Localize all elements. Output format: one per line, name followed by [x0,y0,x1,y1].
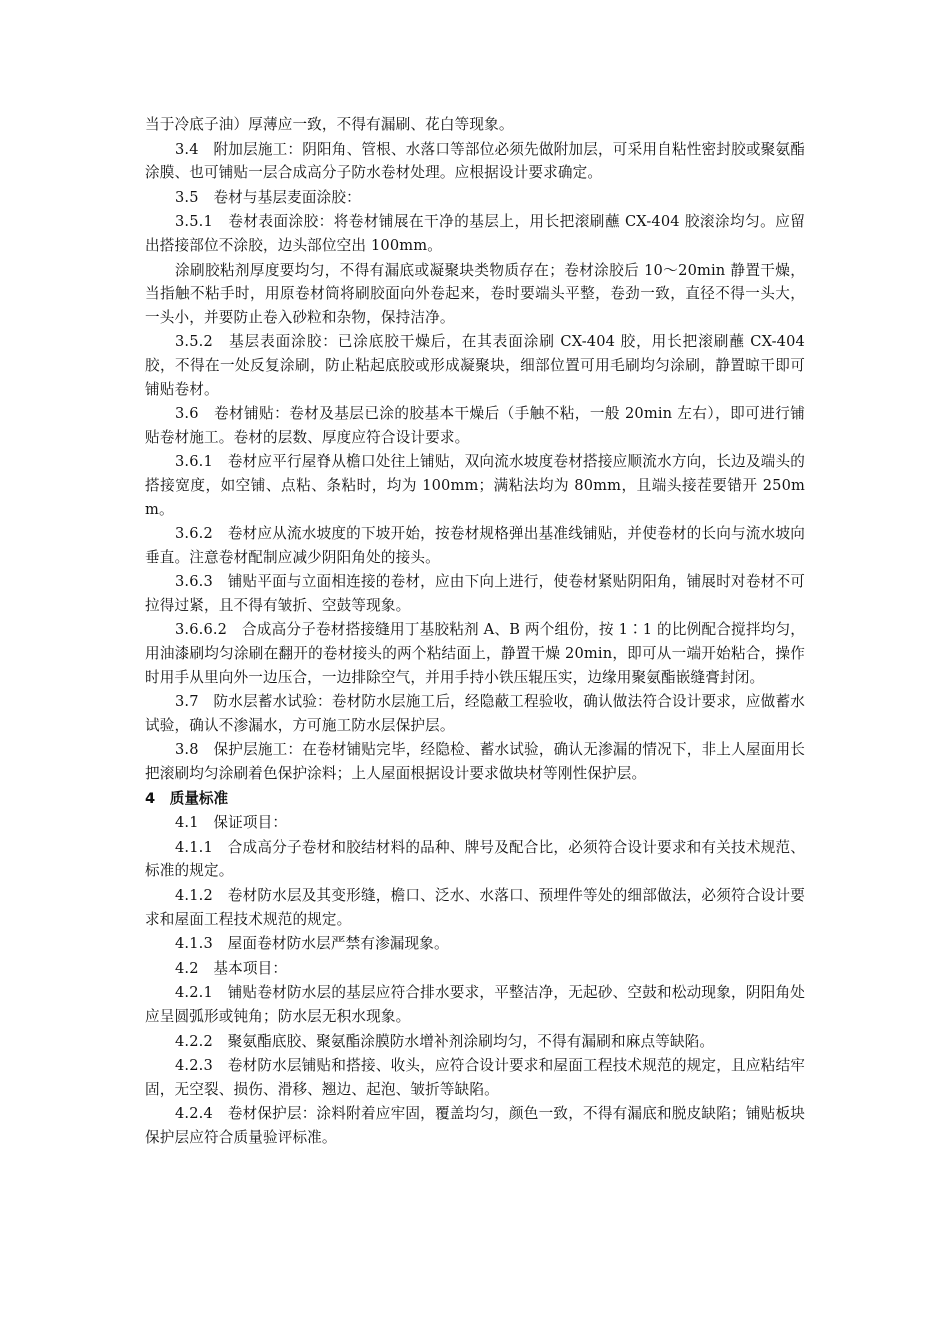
body-paragraph: 4.2.2 聚氨酯底胶、聚氨酯涂膜防水增补剂涂刷均匀，不得有漏刷和麻点等缺陷。 [175,1032,715,1050]
body-paragraph: 4.2 基本项目： [175,959,288,977]
body-paragraph: 4.1.3 屋面卷材防水层严禁有渗漏现象。 [175,935,449,953]
body-paragraph: 3.6.3 铺贴平面与立面相连接的卷材，应由下向上进行，使卷材紧贴阴阳角，铺展时对卷材不可拉得过紧，且不得有皱折、空鼓等现象。 [145,573,805,614]
document-page [145,113,805,1151]
body-paragraph: 3.6 卷材铺贴：卷材及基层已涂的胶基本干燥后（手触不粘，一般 20min 左右），即可进行铺贴卷材施工。卷材的层数、厚度应符合设计要求。 [145,405,805,446]
body-paragraph: 4.1.1 合成高分子卷材和胶结材料的品种、牌号及配合比，必须符合设计要求和有关技术规范、标准的规定。 [145,838,805,880]
body-paragraph: 3.6.2 卷材应从流水坡度的下坡开始，按卷材规格弹出基准线铺贴，并使卷材的长向与流水坡向垂直。注意卷材配制应减少阴阳角处的接头。 [145,525,805,566]
body-paragraph: 4.2.1 铺贴卷材防水层的基层应符合排水要求，平整洁净，无起砂、空鼓和松动现象，阴阳角处应呈圆弧形或钝角；防水层无积水现象。 [145,984,805,1025]
body-paragraph: 3.8 保护层施工：在卷材铺贴完毕，经隐检、蓄水试验，确认无渗漏的情况下，非上人屋面用长把滚刷均匀涂刷着色保护涂料；上人屋面根据设计要求做块材等刚性保护层。 [145,741,805,783]
body-paragraph: 3.5 卷材与基层麦面涂胶： [175,188,361,206]
body-paragraph: 4.2.4 卷材保护层：涂料附着应牢固，覆盖均匀，颜色一致，不得有漏底和脱皮缺陷；铺贴板块保护层应符合质量验评标准。 [145,1105,805,1146]
body-paragraph: 4.2.3 卷材防水层铺贴和搭接、收头，应符合设计要求和屋面工程技术规范的规定，且应粘结牢固，无空裂、损伤、滑移、翘边、起泡、皱折等缺陷。 [145,1057,805,1098]
body-paragraph: 4.1 保证项目： [175,814,288,832]
body-paragraph: 3.4 附加层施工：阴阳角、管根、水落口等部位必须先做附加层，可采用自粘性密封胶或聚氨酯涂膜、也可铺贴一层合成高分子防水卷材处理。应根据设计要求确定。 [145,140,805,182]
body-paragraph: 3.6.6.2 合成高分子卷材搭接缝用丁基胶粘剂 A、B 两个组份，按 1∶1 的比例配合搅拌均匀，用油漆刷均匀涂刷在翻开的卷材接头的两个粘结面上，静置干燥 20min，即可从一端开始粘合，操作时用手从里向外一边压合，一边排除空气，并用手持小铁压辊压实，边缘用聚氨酯嵌缝膏封闭。 [145,621,805,686]
body-paragraph: 涂刷胶粘剂厚度要均匀，不得有漏底或凝聚块类物质存在；卷材涂胶后 10～20min 静置干燥，当指触不粘手时，用原卷材筒将刷胶面向外卷起来，卷时要端头平整，卷劲一致，直径不得一头大，一头小，并要防止卷入砂粒和杂物，保持洁净。 [145,261,805,326]
body-paragraph: 4.1.2 卷材防水层及其变形缝，檐口、泛水、水落口、预埋件等处的细部做法，必须符合设计要求和屋面工程技术规范的规定。 [145,887,805,928]
body-paragraph: 3.7 防水层蓄水试验：卷材防水层施工后，经隐蔽工程验收，确认做法符合设计要求，应做蓄水试验，确认不渗漏水，方可施工防水层保护层。 [145,693,805,734]
body-paragraph: 3.5.1 卷材表面涂胶：将卷材铺展在干净的基层上，用长把滚刷蘸 CX-404 胶滚涂均匀。应留出搭接部位不涂胶，边头部位空出 100mm。 [145,213,805,254]
body-paragraph: 3.6.1 卷材应平行屋脊从檐口处往上铺贴，双向流水坡度卷材搭接应顺流水方向，长边及端头的搭接宽度，如空铺、点粘、条粘时，均为 100mm；满粘法均为 80mm，且端头接茬要错开 250mm。 [145,453,805,518]
section-heading: 4 质量标准 [145,789,229,807]
body-paragraph: 当于冷底子油）厚薄应一致，不得有漏刷、花白等现象。 [145,116,514,133]
body-paragraph: 3.5.2 基层表面涂胶：已涂底胶干燥后，在其表面涂刷 CX-404 胶，用长把滚刷蘸 CX-404 胶，不得在一处反复涂刷，防止粘起底胶或形成凝聚块，细部位置可用毛刷均匀涂刷，静置晾干即可铺贴卷材。 [145,333,805,398]
